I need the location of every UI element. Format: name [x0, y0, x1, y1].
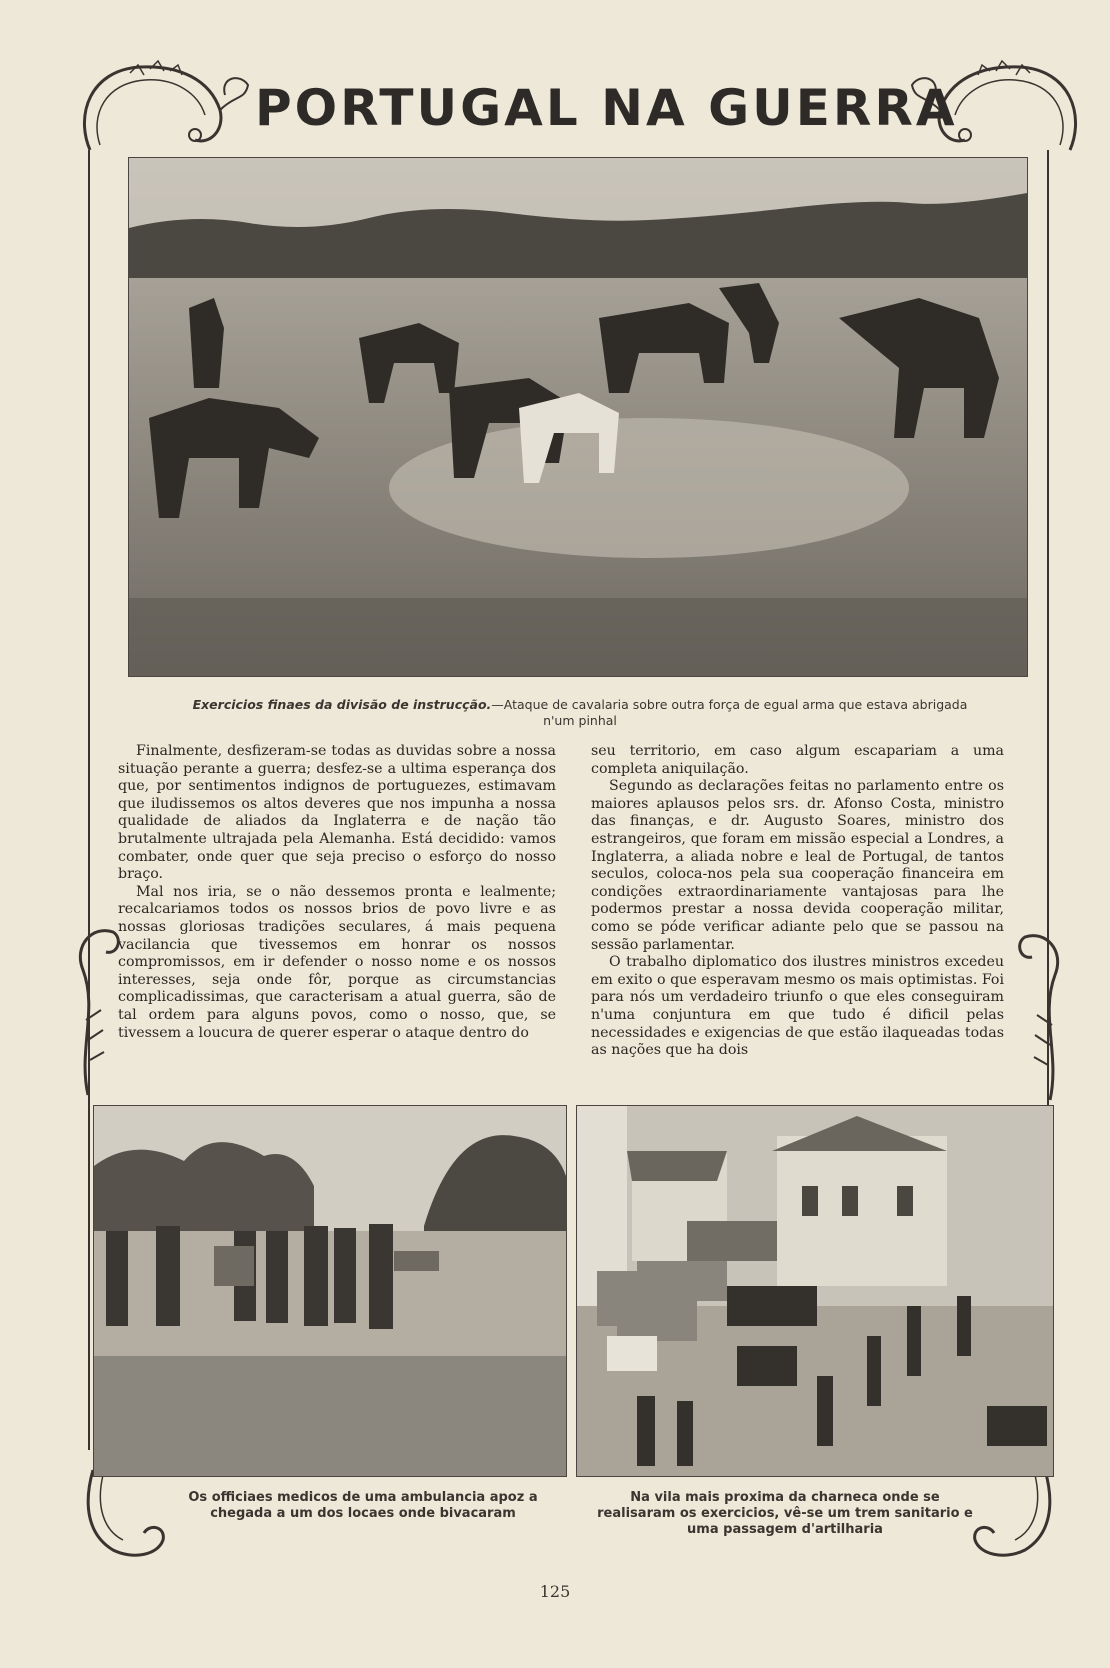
caption-top-photo: [185, 697, 975, 729]
paragraph: O trabalho diplomatico dos ilustres ministros excedeu em exito o que esperavam mesmo os mais optimistas. Foi para nós um verdadeiro triunfo o que eles conseguiram n'uma conjuntura em que tudo é dificil pelas necessidades e exigencias de que estão ilaqueadas todas as nações que ha dois: [591, 954, 1005, 1059]
village-photo-image: [577, 1106, 1053, 1476]
page-title: PORTUGAL NA GUERRA: [255, 79, 958, 137]
ornament-bottom-right: [960, 1465, 1060, 1565]
caption-top-rest: —Ataque de cavalaria sobre outra força de egual arma que estava abrigada n'um pinhal: [491, 697, 968, 728]
photo-medical-officers: [93, 1105, 567, 1477]
photo-cavalry-charge: [128, 157, 1028, 677]
ornament-mid-right: [1010, 925, 1070, 1105]
caption-bottom-right: Na vila mais proxima da charneca onde se realisaram os exercicios, vê-se um trem sanitario e uma passagem d'artilharia: [597, 1490, 973, 1537]
ornament-bottom-left: [78, 1465, 178, 1565]
caption-bottom-left: Os officiaes medicos de uma ambulancia apoz a chegada a um dos locaes onde bivacaram: [188, 1490, 538, 1521]
officers-photo-image: [94, 1106, 566, 1476]
paragraph: Mal nos iria, se o não dessemos pronta e lealmente; recalcariamos todos os nossos brios de povo livre e as nossas gloriosas tradições seculares, á mais pequena vacilancia que tivessemos em honrar os nossos compromissos, em ir defender o nosso nome e os nossos interesses, seja onde fôr, porque as circumstancias complicadissimas, que caracterisam a atual guerra, são de tal ordem para alguns povos, como o nosso, que, se tivessem a loucura de querer esperar o ataque dentro do: [118, 883, 556, 1041]
paragraph-continued: seu territorio, em caso algum escapariam a uma completa aniquilação.: [591, 743, 1004, 777]
article-column-left: [118, 743, 556, 1042]
page-number: 125: [539, 1582, 571, 1601]
article-column-right: [591, 743, 1004, 1060]
paragraph: Finalmente, desfizeram-se todas as duvidas sobre a nossa situação perante a guerra; desfez-se a ultima esperança dos que, por sentimentos indignos de portuguezes, estimavam que iludissemos os altos deveres que nos impunha a nossa qualidade de aliados da Inglaterra e de nação tão brutalmente ultrajada pela Alemanha. Está decidido: vamos combater, onde quer que seja preciso o esforço do nosso braço.: [118, 743, 556, 883]
cavalry-photo-image: [129, 158, 1027, 676]
paragraph: Segundo as declarações feitas no parlamento entre os maiores aplausos pelos srs. dr. Afonso Costa, ministro das finanças, e dr. Augusto Soares, ministro dos estrangeiros, que foram em missão especial a Londres, a Inglaterra, a aliada nobre e leal de Portugal, de tantos seculos, coloca-nos pela sua cooperação financeira em condições extraordinariamente vantajosas para lhe podermos prestar a nossa devida cooperação militar, como se póde verificar adiante pelo que se passou na sessão parlamentar.: [591, 778, 1004, 953]
frame-left-line: [88, 150, 90, 1450]
ornament-top-left: [70, 55, 255, 165]
photo-village-train: [576, 1105, 1054, 1477]
caption-top-lead: Exercicios finaes da divisão de instrucção.: [192, 697, 492, 712]
